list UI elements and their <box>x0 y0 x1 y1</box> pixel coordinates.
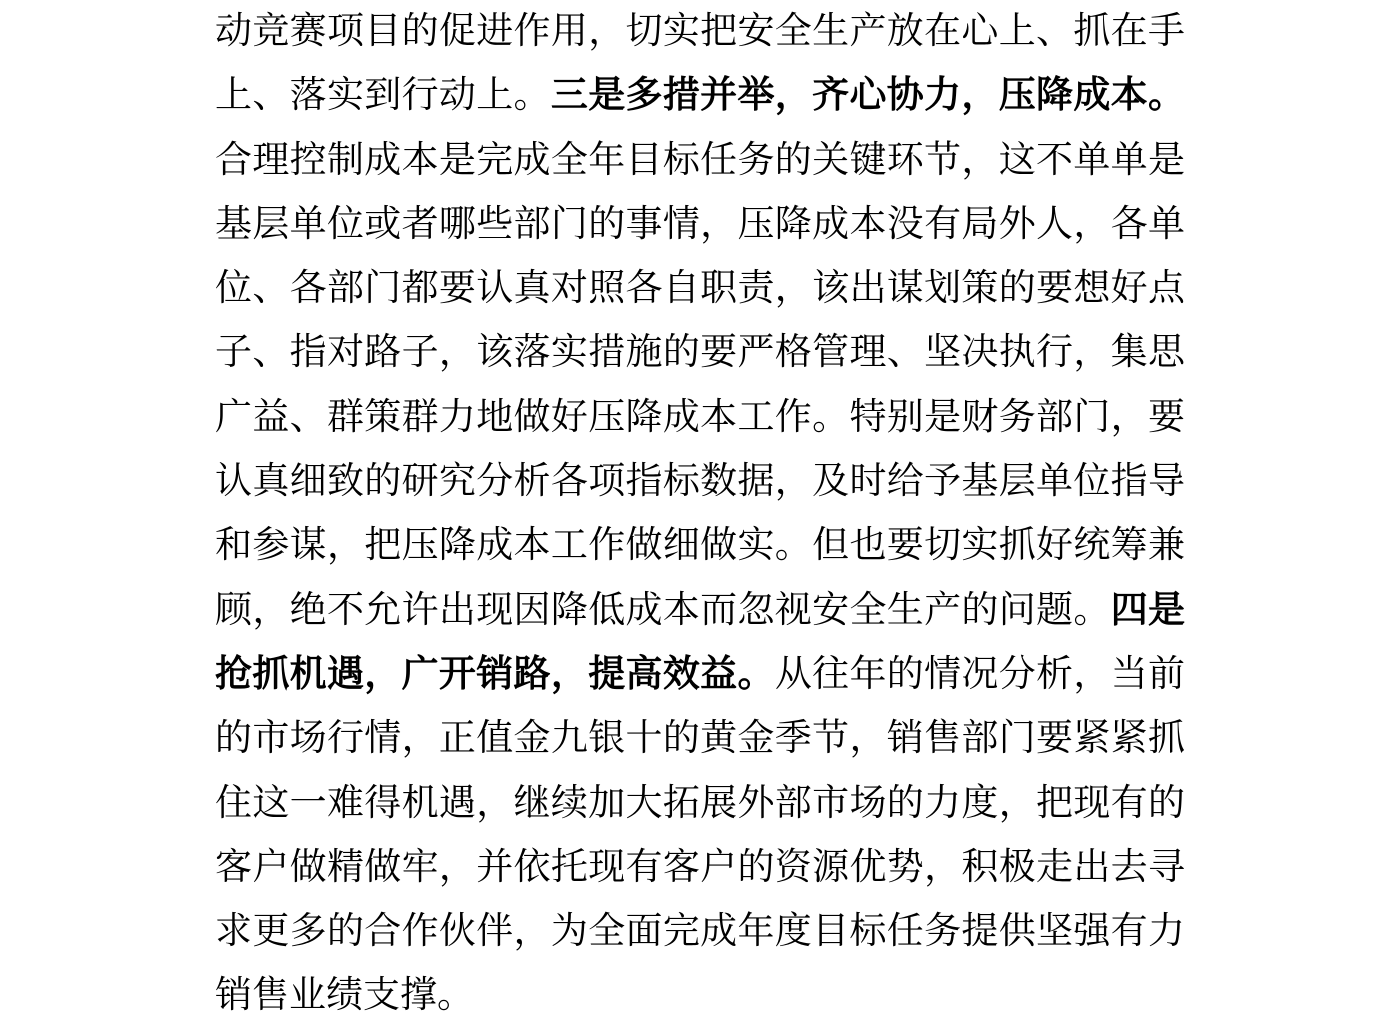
text-line <box>215 900 1185 964</box>
text-segment: 合理控制成本是完成全年目标任务的关键环节，这不单单是 <box>215 139 1185 181</box>
text-segment: 顾，绝不允许出现因降低成本而忽视安全生产的问题。 <box>215 589 1111 631</box>
text-line <box>215 964 1185 1028</box>
text-line <box>215 193 1185 257</box>
text-segment: 位、各部门都要认真对照各自职责，该出谋划策的要想好点 <box>215 268 1185 310</box>
text-line <box>215 450 1185 514</box>
text-line <box>215 129 1185 193</box>
text-line <box>215 514 1185 578</box>
text-segment: 基层单位或者哪些部门的事情，压降成本没有局外人，各单 <box>215 203 1185 245</box>
text-line <box>215 0 1185 64</box>
text-segment: 销售业绩支撑。 <box>215 975 474 1017</box>
text-line <box>215 64 1185 128</box>
text-segment: 求更多的合作伙伴，为全面完成年度目标任务提供坚强有力 <box>215 911 1185 953</box>
text-segment: 客户做精做牢，并依托现有客户的资源优势，积极走出去寻 <box>215 846 1185 888</box>
text-segment: 和参谋，把压降成本工作做细做实。但也要切实抓好统筹兼 <box>215 525 1185 567</box>
bold-text-segment: 四是 <box>1110 589 1185 631</box>
bold-text-segment: 三是多措并举，齐心协力，压降成本。 <box>550 75 1185 117</box>
text-line <box>215 707 1185 771</box>
text-segment: 认真细致的研究分析各项指标数据，及时给予基层单位指导 <box>215 461 1185 503</box>
text-line <box>215 321 1185 385</box>
text-line <box>215 643 1185 707</box>
text-line <box>215 579 1185 643</box>
text-line <box>215 772 1185 836</box>
text-line <box>215 386 1185 450</box>
text-segment: 子、指对路子，该落实措施的要严格管理、坚决执行，集思 <box>215 332 1185 374</box>
text-segment: 动竞赛项目的促进作用，切实把安全生产放在心上、抓在手 <box>215 11 1185 52</box>
bold-text-segment: 抢抓机遇，广开销路，提高效益。 <box>215 653 775 695</box>
paragraph-text-block <box>215 0 1185 1029</box>
text-line <box>215 836 1185 900</box>
text-segment: 住这一难得机遇，继续加大拓展外部市场的力度，把现有的 <box>215 782 1185 824</box>
text-segment: 广益、群策群力地做好压降成本工作。特别是财务部门，要 <box>215 396 1185 438</box>
text-segment: 的市场行情，正值金九银十的黄金季节，销售部门要紧紧抓 <box>215 718 1185 760</box>
text-segment: 从往年的情况分析，当前 <box>774 653 1185 695</box>
text-segment: 上、落实到行动上。 <box>215 75 551 117</box>
text-line <box>215 257 1185 321</box>
